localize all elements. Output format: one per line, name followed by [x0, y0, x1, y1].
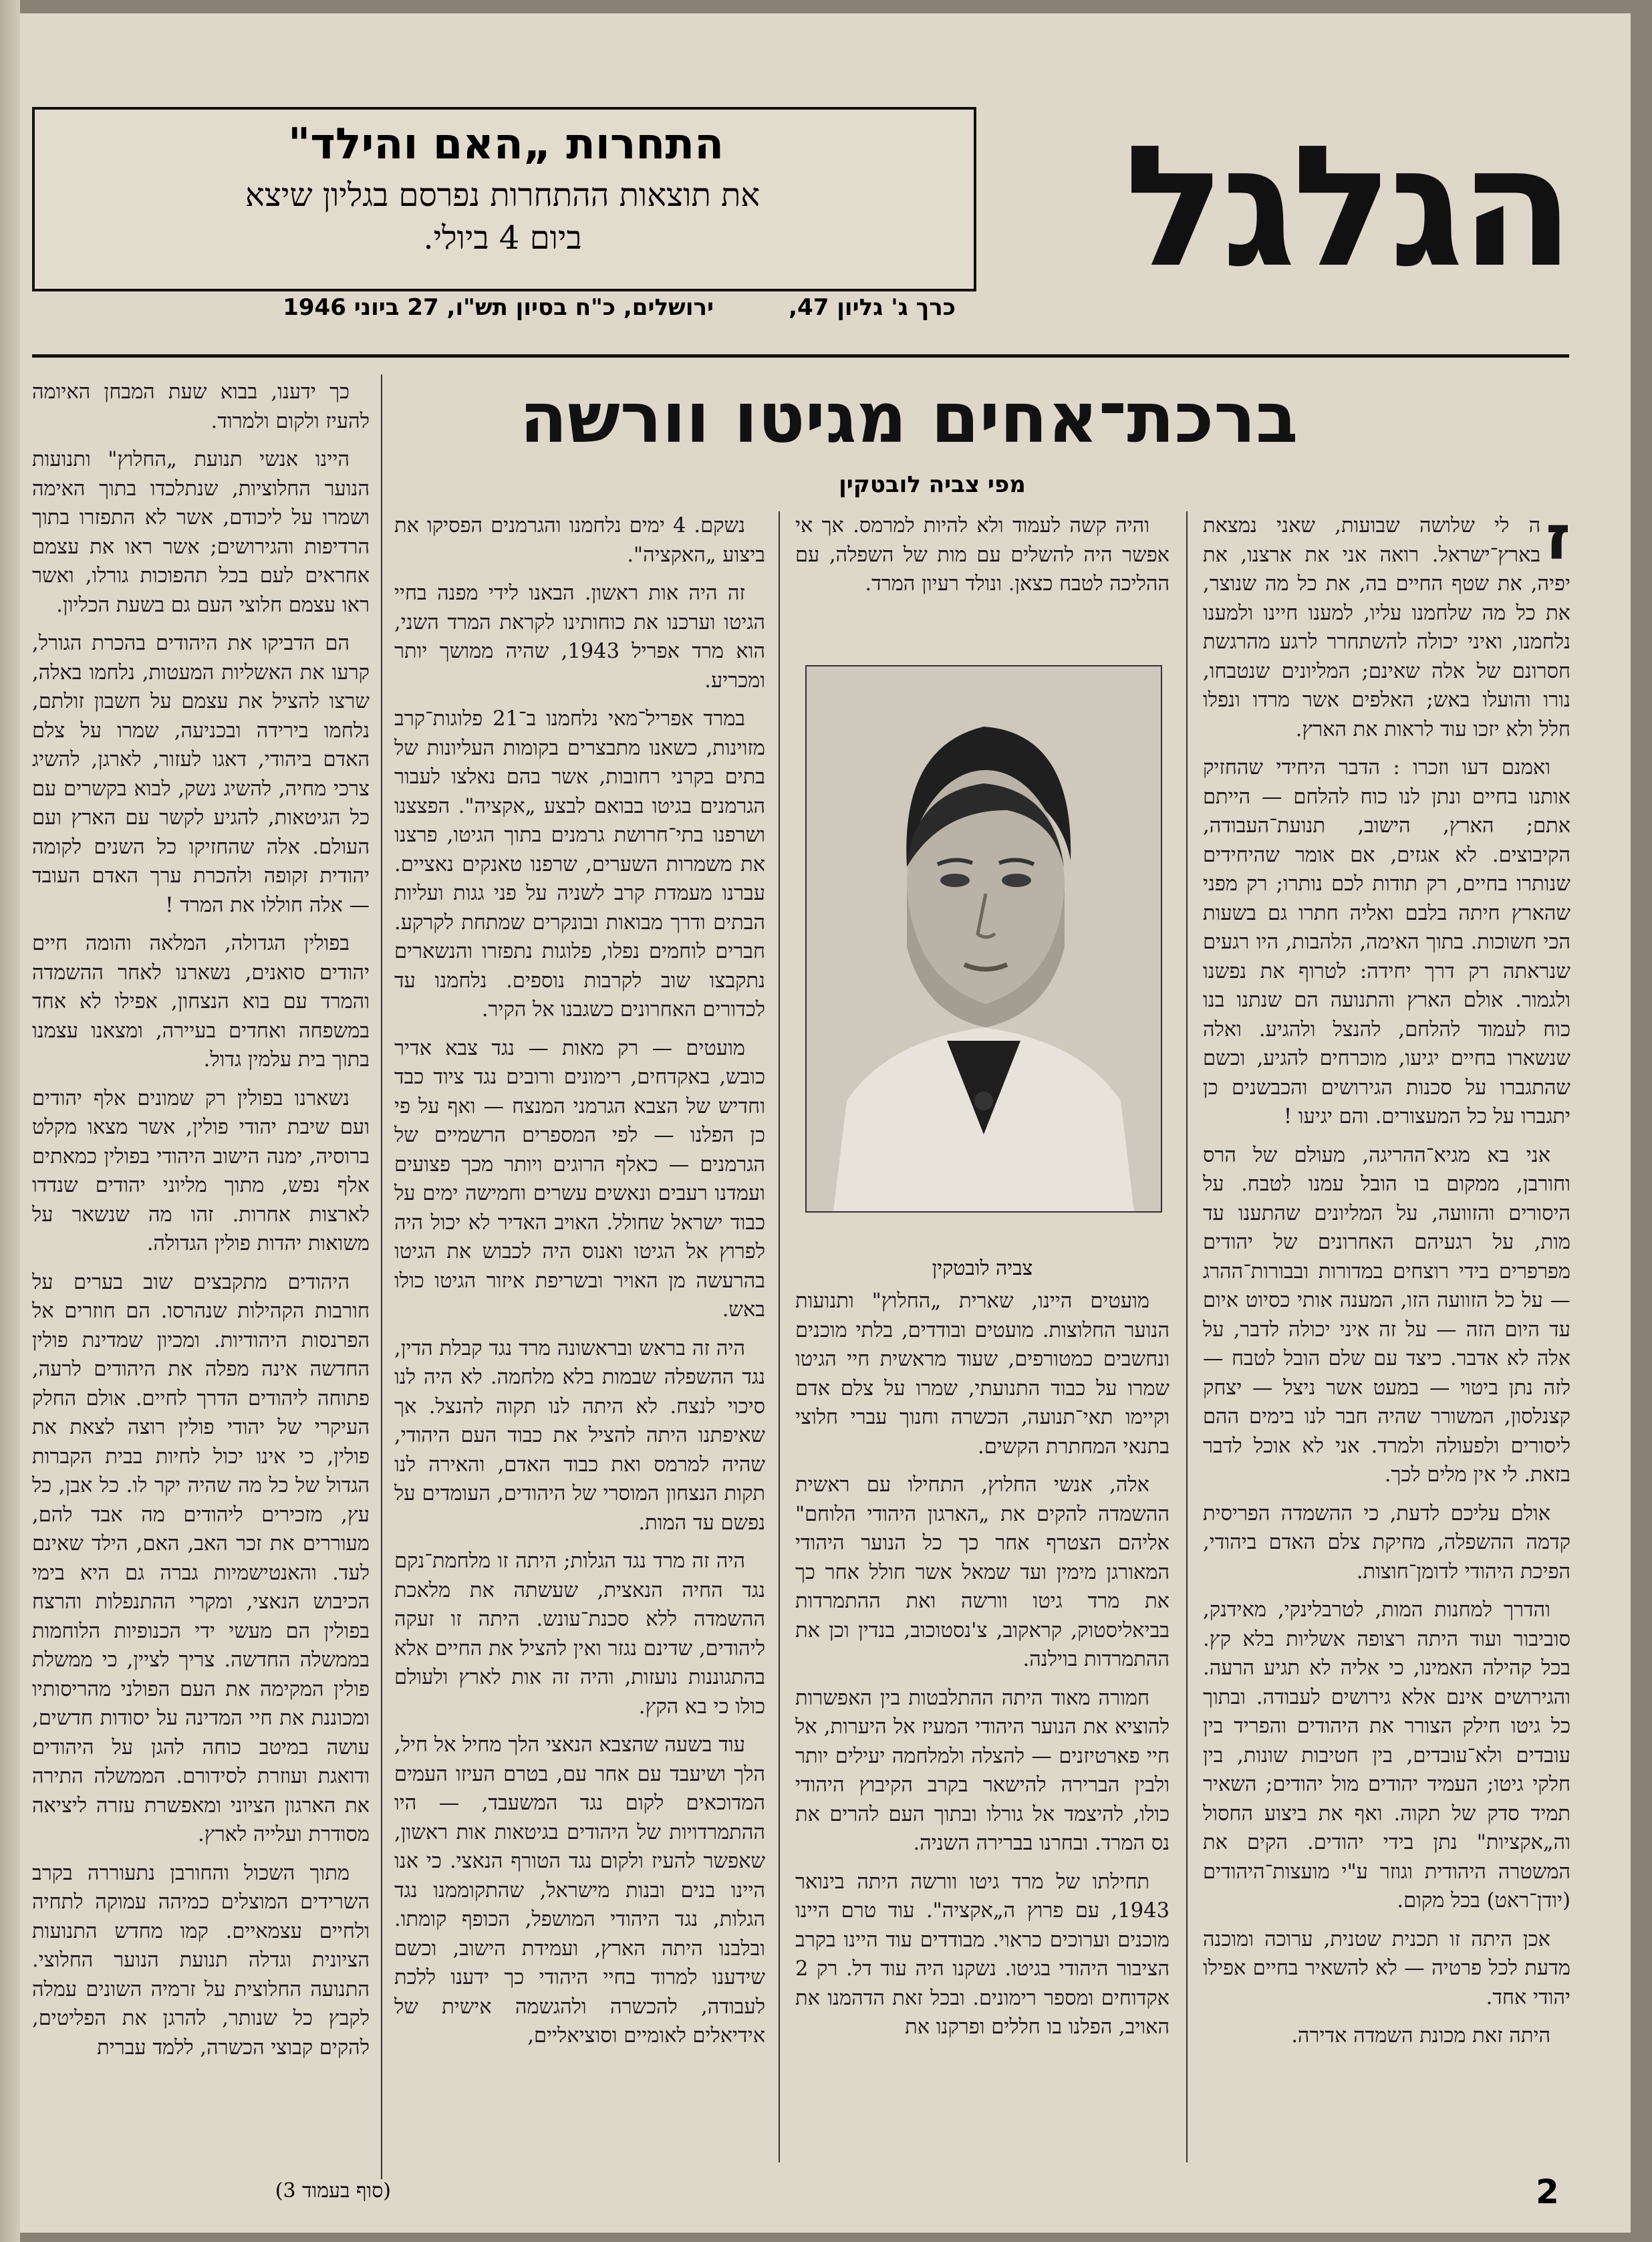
paragraph: והיה קשה לעמוד ולא להיות למרמס. אך אי אפשר היה להשלים עם מות של השפלה, עם ההליכה לטבח כצאן. ונולד רעיון המרד.	[795, 514, 1169, 596]
column-divider	[381, 374, 382, 2179]
page-number: 2	[1536, 2172, 1559, 2211]
paragraph: היינו אנשי תנועת „החלוץ" ותנועות הנוער החלוציות, שנתלכדו בתוך האימה ושמרו על ליכודם, אשר לא התפזרו בתוך הרדיפות והגירושים; אשר ראו את עצמם אחראים לעם בכל תהפוכות גורלו, ואשר ראו עצמם חלוצי העם גם בשעת הכליון.	[32, 448, 370, 617]
article-column-2-bottom	[795, 1287, 1169, 2162]
drop-cap: ז	[1546, 511, 1570, 574]
paragraph: תחילתו של מרד גיטו וורשה היתה בינואר 1943, עם פרוץ ה„אקציה". עוד טרם היינו מוכנים וערוכים כראוי. מבודדים עוד היינו בקרב הציבור היהודי בגיטו. נשקנו היה עוד דל. רק 2 אקדוחים ומספר רימונים. ובכל זאת הדהמנו את האויב, הפלנו בו חללים ופרקנו את	[795, 1870, 1169, 2039]
paragraph: חמורה מאוד היתה ההתלבטות בין האפשרות להוציא את הנוער היהודי המעיז אל היערות, אל חיי פארטיזנים — להצלה ולמלחמה יעילים יותר ולבין הברירה להישאר בקרב הקיבוץ היהודי כולו, להיצמד אל גורלו ובתוך העם להרים את נס המרד. ובחרנו בברירה השניה.	[795, 1686, 1169, 1855]
paragraph: ואמנם דעו וזכרו : הדבר היחידי שהחזיק אותנו בחיים ונתן לנו כוח להלחם — הייתם אתם; הארץ, הישוב, תנועת־העבודה, הקיבוצים. לא אגזים, אם אומר שהיחידים שנותרו בחיים, רק תודות לכם נותרו; רק מפני שהארץ חיתה בלבם ואליה חתרו גם בשעות הכי חשוכות. בתוך האימה, הלהבות, היו רגעים שנראתה רק דרך יחידה: לטרוף את נפשנו ולגמור. אולם הארץ והתנועה הם שנתנו בנו כוח לעמוד להלחם, להנצל ולהגיע. ואלה שנשארו בחיים יגיעו, מוכרחים להגיע, וכשם שהתגברו על סכנות הגירושים והכבשנים כן יתגברו על כל המעצורים. והם יגיעו !	[1203, 756, 1570, 1128]
continued-note: (סוף בעמוד 3)	[275, 2179, 391, 2203]
article-column-1	[1203, 511, 1570, 2162]
issue-volume: כרך ג' גליון 47,	[789, 294, 956, 321]
paragraph: ה לי שלושה שבועות, שאני נמצאת בארץ־ישראל. רואה אני את ארצנו, את יפיה, את שטף החיים בה, את כל מה שנוצר, את כל מה שלחמנו עליו, למענו חיינו ולמענו נלחמנו, ואיני יכולה להשתחרר לרגע מהרגשת חסרונם של אלה שאינם; המליונים שנטבחו, נורו והועלו באש; האלפים אשר מרדו ונפלו חלל ולא יזכו עוד לראות את הארץ.	[1203, 514, 1570, 741]
paragraph: והדרך למחנות המות, לטרבלינקי, מאידנק, סוביבור ועוד היתה רצופה אשליות בלא קץ. בכל קהילה האמינו, כי אליה לא תגיע הרעה. והגירושים אינם אלא גירושים לעבודה. ובתוך כל גיטו חילק הצורר את היהודים והפריד בין עובדים ולא־עובדים, בין חטיבות שונות, בין חלקי גיטו; העמיד יהודים מול יהודים; השאיר תמיד סדק של תקוה. ואף את ביצוע החסול וה„אקציות" נתן בידי יהודים. הקים את המשטרה היהודית וגוזר ע"י מועצות־היהודים (יודן־ראט) בכל מקום.	[1203, 1598, 1570, 1912]
paragraph: נשקם. 4 ימים נלחמנו והגרמנים הפסיקו את ביצוע „האקציה".	[394, 514, 765, 567]
contest-line-1: את תוצאות ההתחרות נפרסם בגליון שיצא	[245, 176, 761, 214]
paragraph: הם הדביקו את היהודים בהכרת הגורל, קרעו את האשליות המעטות, נלחמו באלה, שרצו להציל את עצמם על חשבון זולתם, נלחמו בירידה ובכניעה, שמרו על צלם האדם ביהודי, דאגו לעזור, לארגן, להשיג צרכי מחיה, להשיג נשק, לבוא בקשרים עם כל הגיטאות, להגיע לקשר עם הארץ ועם העולם. אלה שהחזיקו כל השנים לקומה יהודית זקופה ולהכרת ערך האדם העובד — אלה חוללו את המרד !	[32, 632, 370, 917]
paragraph: אני בא מגיא־ההריגה, מעולם של הרס וחורבן, ממקום בו הובל עמנו לטבח. על היסורים והזוועה, על המליונים שהתענו עד מות, על רגעיהם האחרונים של יהודים מפרפרים בידי רוצחים במדורות ובבורות־ההרג — על כל הזוועה הזו, המענה אותי כסיוט איום עד היום הזה — על זה איני יכולה לדבר, על אלה לא אדבר. כיצד עם שלם הובל לטבח — לזה נתן ביטוי — במעט אשר ניצל — יצחק קצנלסון, המשורר שהיה חבר לנו בימים ההם ליסורים ולפעולה ולמרד. אני לא אוכל לדבר בזאת. לי אין מלים לכך.	[1203, 1143, 1570, 1487]
portrait-photo	[805, 665, 1162, 1213]
paragraph: אכן היתה זו תכנית שטנית, ערוכה ומוכנה מדעת לכל פרטיה — לא להשאיר בחיים אפילו יהודי אחד.	[1203, 1927, 1570, 2009]
portrait-image	[807, 666, 1161, 1211]
article-column-3	[394, 511, 765, 2162]
column-divider	[1186, 511, 1188, 2162]
paragraph: בפולין הגדולה, המלאה והומה חיים יהודים סואנים, נשארנו לאחר ההשמדה והמרד עם בוא הנצחון, אפילו לא אחד במשפחה ואחדים בעיירה, ומצאנו עצמנו בתוך בית עלמין גדול.	[32, 932, 370, 1072]
column-divider	[779, 511, 780, 2162]
contest-box	[32, 107, 976, 291]
paragraph: מתוך השכול והחורבן נתעוררה בקרב השרידים המוצלים כמיהה עמוקה לתחיה ולחיים עצמאיים. קמו מחדש התנועות הציונית וגדלה תנועת הנוער החלוצי. התנועה החלוצית על זרמיה השונים עמלה לקבץ כל שנותר, להרגן את הפליטים, להקים קבוצי הכשרה, ללמד עברית	[32, 1861, 370, 2060]
issue-date: ירושלים, כ"ח בסיון תש"ו, 27 ביוני 1946	[283, 294, 714, 321]
masthead-rule	[32, 354, 1569, 358]
paragraph: היתה זאת מכונת השמדה אדירה.	[1291, 2024, 1550, 2047]
paragraph: אולם עליכם לדעת, כי ההשמדה הפריסית קדמה ההשפלה, מחיקת צלם האדם ביהודי, הפיכת היהודי לדומן־חוצות.	[1203, 1501, 1570, 1584]
paragraph: עוד בשעה שהצבא הנאצי הלך מחיל אל חיל, הלך ושיעבד עם אחר עם, בטרם העיזו העמים המדוכאים לקום נגד המשעבד, — היו ההתמרדויות של היהודים בגיטאות אות ראשון, שאפשר להעיז ולקום נגד הטורף הנאצי. כי אנו היינו בנים ובנות מישראל, שהתקוממנו נגד הגלות, נגד היהודי המושפל, הכופף קומתו. ובלבנו היתה הארץ, ועמידת הישוב, וכשם שידענו למרוד בחיי היהודי כך ידענו ללכת לעבודה, להכשרה ולהגשמה אישית של אידיאלים לאומיים וסוציאליים,	[394, 1733, 765, 2047]
paragraph: היה זה מרד נגד הגלות; היתה זו מלחמת־נקם נגד החיה הנאצית, שעשתה את מלאכת ההשמדה ללא סכנת־עונש. היתה זו זעקה ליהודים, שדינם נגזר ואין להציל את החיים אלא בהתגוננות נועזות, והיה זה אות לארץ ולעולם כולו כי בא הקץ.	[394, 1549, 765, 1719]
masthead-title: הגלגל	[1124, 110, 1570, 304]
contest-title: התחרות „האם והילד"	[287, 120, 724, 169]
page-edge	[0, 0, 20, 2242]
paragraph: כך ידענו, בבוא שעת המבחן האיומה להעיז ולקום ולמרוד.	[32, 380, 370, 433]
article-column-2-top	[795, 511, 1169, 645]
paragraph: מועטים — רק מאות — נגד צבא אדיר כובש, באקדחים, רימונים ורובים נגד ציוד כבד וחדיש של הצבא הגרמני המנצח — ואף על פי כן הפלנו — לפי המספרים הרשמיים של הגרמנים — כאלף הרוגים ויותר מכך פצועים ועמדנו רעבים ונאשים עשרים וחמישה ימים על כבוד ישראל שחולל. האויב האדיר לא יכול היה לפרוץ אל הגיטו ואנוס היה לכבוש את הגיטו בהרעשה מן האויר ובשריפת איזור הגיטו כולו באש.	[394, 1036, 765, 1322]
contest-line-2: ביום 4 ביולי.	[423, 219, 582, 257]
paragraph: מועטים היינו, שארית „החלוץ" ותנועות הנוער החלוצות. מועטים ובודדים, בלתי מוכנים ונחשבים כמטורפים, שעוד מראשית חיי הגיטו שמרו על כבוד התנועתי, שמרו על צלם אדם וקיימו תאי־תנועה, הכשרה וחנוך עברי חלוצי בתנאי המחתרת הקשים.	[795, 1289, 1169, 1459]
article-column-4	[32, 378, 370, 2162]
article-byline: מפי צביה לובטקין	[839, 471, 1026, 498]
newspaper-page	[20, 13, 1631, 2233]
paragraph: זה היה אות ראשון. הבאנו לידי מפנה בחיי הגיטו וערכנו את כוחותינו לקראת המרד השני, הוא מרד אפריל 1943, שהיה ממושך יותר ומכריע.	[394, 582, 765, 693]
paragraph: במרד אפריל־מאי נלחמנו ב־21 פלוגות־קרב מזוינות, כשאנו מתבצרים בקומות העליונות של בתים בקרני רחובות, אשר בהם נאלצו לעבור הגרמנים בגיטו בבואם לבצע „אקציה". הפצצנו ושרפנו בתי־חרושת גרמנים בתוך הגיטו, פרצנו את משמרות השערים, שרפנו טאנקים נאציים. עברנו מעמדת קרב לשניה על פני גגות ועליות הבתים ודרך מבואות ובונקרים שמתחת לקרקע. חברים לוחמים נפלו, פלוגות נתפזרו והנשארים נתקבצו שוב לקרבות נוספים. נלחמנו עד לכדורים האחרונים כשגבנו אל הקיר.	[394, 707, 765, 1021]
paragraph: אלה, אנשי החלוץ, התחילו עם ראשית ההשמדה להקים את „הארגון היהודי הלוחם" אליהם הצטרף אחר כך כל הנוער היהודי המאורגן מימין ועד שמאל אשר חולל אחר כך את מרד גיטו וורשה ואת ההתמרדות בביאליסטוק, קראקוב, צ'נסטוכוב, בנדין וכן את ההתמרדות בוילנה.	[795, 1473, 1169, 1671]
article-headline: ברכת־אחים מגיטו וורשה	[519, 377, 1298, 459]
paragraph: היהודים מתקבצים שוב בערים על חורבות הקהילות שנהרסו. הם חוזרים אל הפרנסות היהודיות. ומכיון שמדינת פולין החדשה אינה מפלה את היהודים לרעה, פתוחה ליהודים הדרך לחיים. אולם החלק העיקרי של יהודי פולין רוצה לצאת את פולין, כי אינו יכול לחיות בבית הקברות הגדול של כל מה שהיה יקר לו. כל אבן, כל עץ, מזכירים ליהודים מה אבד להם, מעוררים את זכר האב, האם, הילד שאינם לעד. והאנטישמיות גברה גם היא בימי הכיבוש הנאצי, ומקרי ההתנפלות והרצח בפולין הם מעשי ידי הכנופיות הלוחמות בממשלה החדשה. צריך לציין, כי ממשלת פולין המקימה את העם הפולני מהריסותיו ומכוננת את חיי המדינה על יסודות חדשים, עושה במיטב כוחה להגן על היהודים ודואגת ועוזרת לסידורם. הממשלה התירה את הארגון הציוני ומאפשרת עזרה ליציאה מסודרת ועלייה לארץ.	[32, 1270, 370, 1846]
paragraph: נשארנו בפולין רק שמונים אלף יהודים ועם שיבת יהודי פולין, אשר מצאו מקלט ברוסיה, ימנה הישוב היהודי בפולין כמאתים אלף נפש, מתוך מליוני יהודים שנדדו לארצות אחרות. זהו מה שנשאר על משואות יהדות פולין הגדולה.	[32, 1086, 370, 1255]
paragraph: היה זה בראש ובראשונה מרד נגד קבלת הדין, נגד ההשפלה שבמות בלא מלחמה. לא היה לנו סיכוי לנצח. לא היתה לנו תקוה להנצל. אך שאיפתנו היתה להציל את כבוד העם היהודי, שהיה למרמס ואת כבוד האדם, והאירה לנו תקות הנצחון המוסרי של היהודים, העומדים על נפשם עד המות.	[394, 1336, 765, 1535]
photo-caption: צביה לובטקין	[932, 1257, 1033, 1280]
